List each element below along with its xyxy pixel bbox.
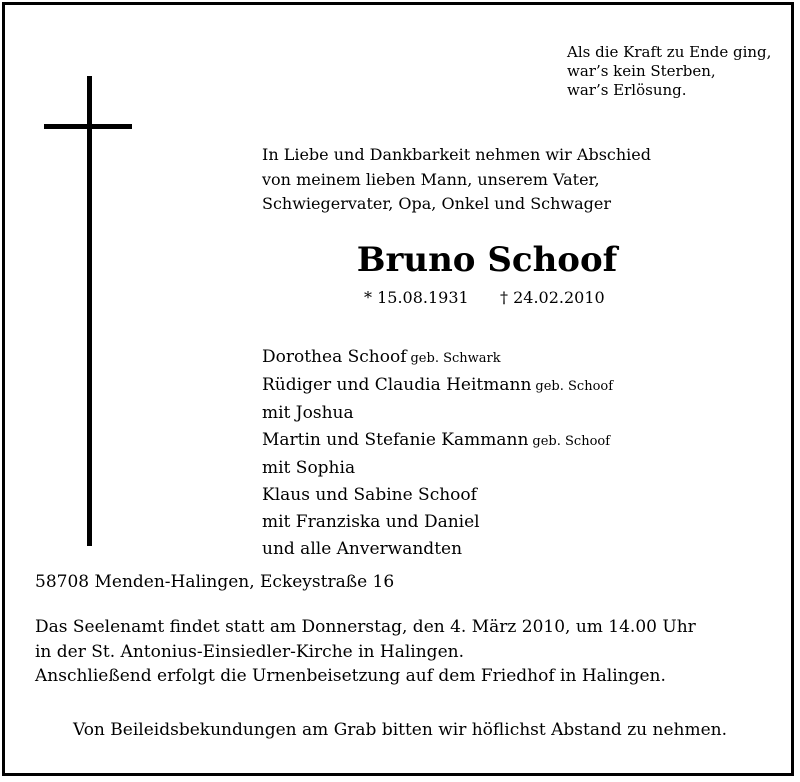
family-name: Klaus und Sabine Schoof <box>262 485 477 505</box>
poem <box>567 43 771 100</box>
service-line: Das Seelenamt findet statt am Donnerstag, den 4. März 2010, um 14.00 Uhr <box>35 617 696 637</box>
service-info <box>35 615 696 689</box>
closing-request: Von Beileidsbekundungen am Grab bitten wir höflichst Abstand zu nehmen. <box>72 720 728 740</box>
cross-icon <box>87 76 92 546</box>
birth-date: * 15.08.1931 <box>364 288 469 307</box>
family-list <box>262 344 613 563</box>
poem-line: war’s Erlösung. <box>567 81 687 99</box>
intro-line: In Liebe und Dankbarkeit nehmen wir Abschied <box>262 145 652 164</box>
family-entry <box>262 372 613 400</box>
poem-line: war’s kein Sterben, <box>567 62 716 80</box>
maiden-name-note: geb. Schoof <box>535 379 614 394</box>
family-entry <box>262 344 613 372</box>
intro-line: Schwiegervater, Opa, Onkel und Schwager <box>262 194 612 213</box>
poem-line: Als die Kraft zu Ende ging, <box>567 43 772 61</box>
family-name: Dorothea Schoof <box>262 347 407 367</box>
family-address: 58708 Menden-Halingen, Eckeystraße 16 <box>35 572 395 592</box>
family-name: Rüdiger und Claudia Heitmann <box>262 375 532 395</box>
family-name: und alle Anverwandten <box>262 539 463 559</box>
deceased-name: Bruno Schoof <box>356 240 618 280</box>
family-name: mit Sophia <box>262 458 356 478</box>
maiden-name-note: geb. Schwark <box>410 351 501 366</box>
service-line: in der St. Antonius-Einsiedler-Kirche in Halingen. <box>35 641 464 662</box>
family-name: mit Joshua <box>262 403 354 423</box>
family-entry <box>262 536 613 563</box>
family-entry <box>262 427 613 455</box>
death-date: † 24.02.2010 <box>500 288 605 307</box>
service-line: Anschließend erfolgt die Urnenbeisetzung auf dem Friedhof in Halingen. <box>35 666 666 686</box>
family-name: Martin und Stefanie Kammann <box>262 430 529 450</box>
intro-line: von meinem lieben Mann, unserem Vater, <box>262 169 600 189</box>
maiden-name-note: geb. Schoof <box>532 434 611 449</box>
family-entry <box>262 509 613 536</box>
intro-text <box>262 143 651 217</box>
family-entry <box>262 482 613 509</box>
family-entry <box>262 455 613 482</box>
family-name: mit Franziska und Daniel <box>262 512 480 532</box>
cross-icon-bar <box>44 124 132 129</box>
family-entry <box>262 400 613 427</box>
